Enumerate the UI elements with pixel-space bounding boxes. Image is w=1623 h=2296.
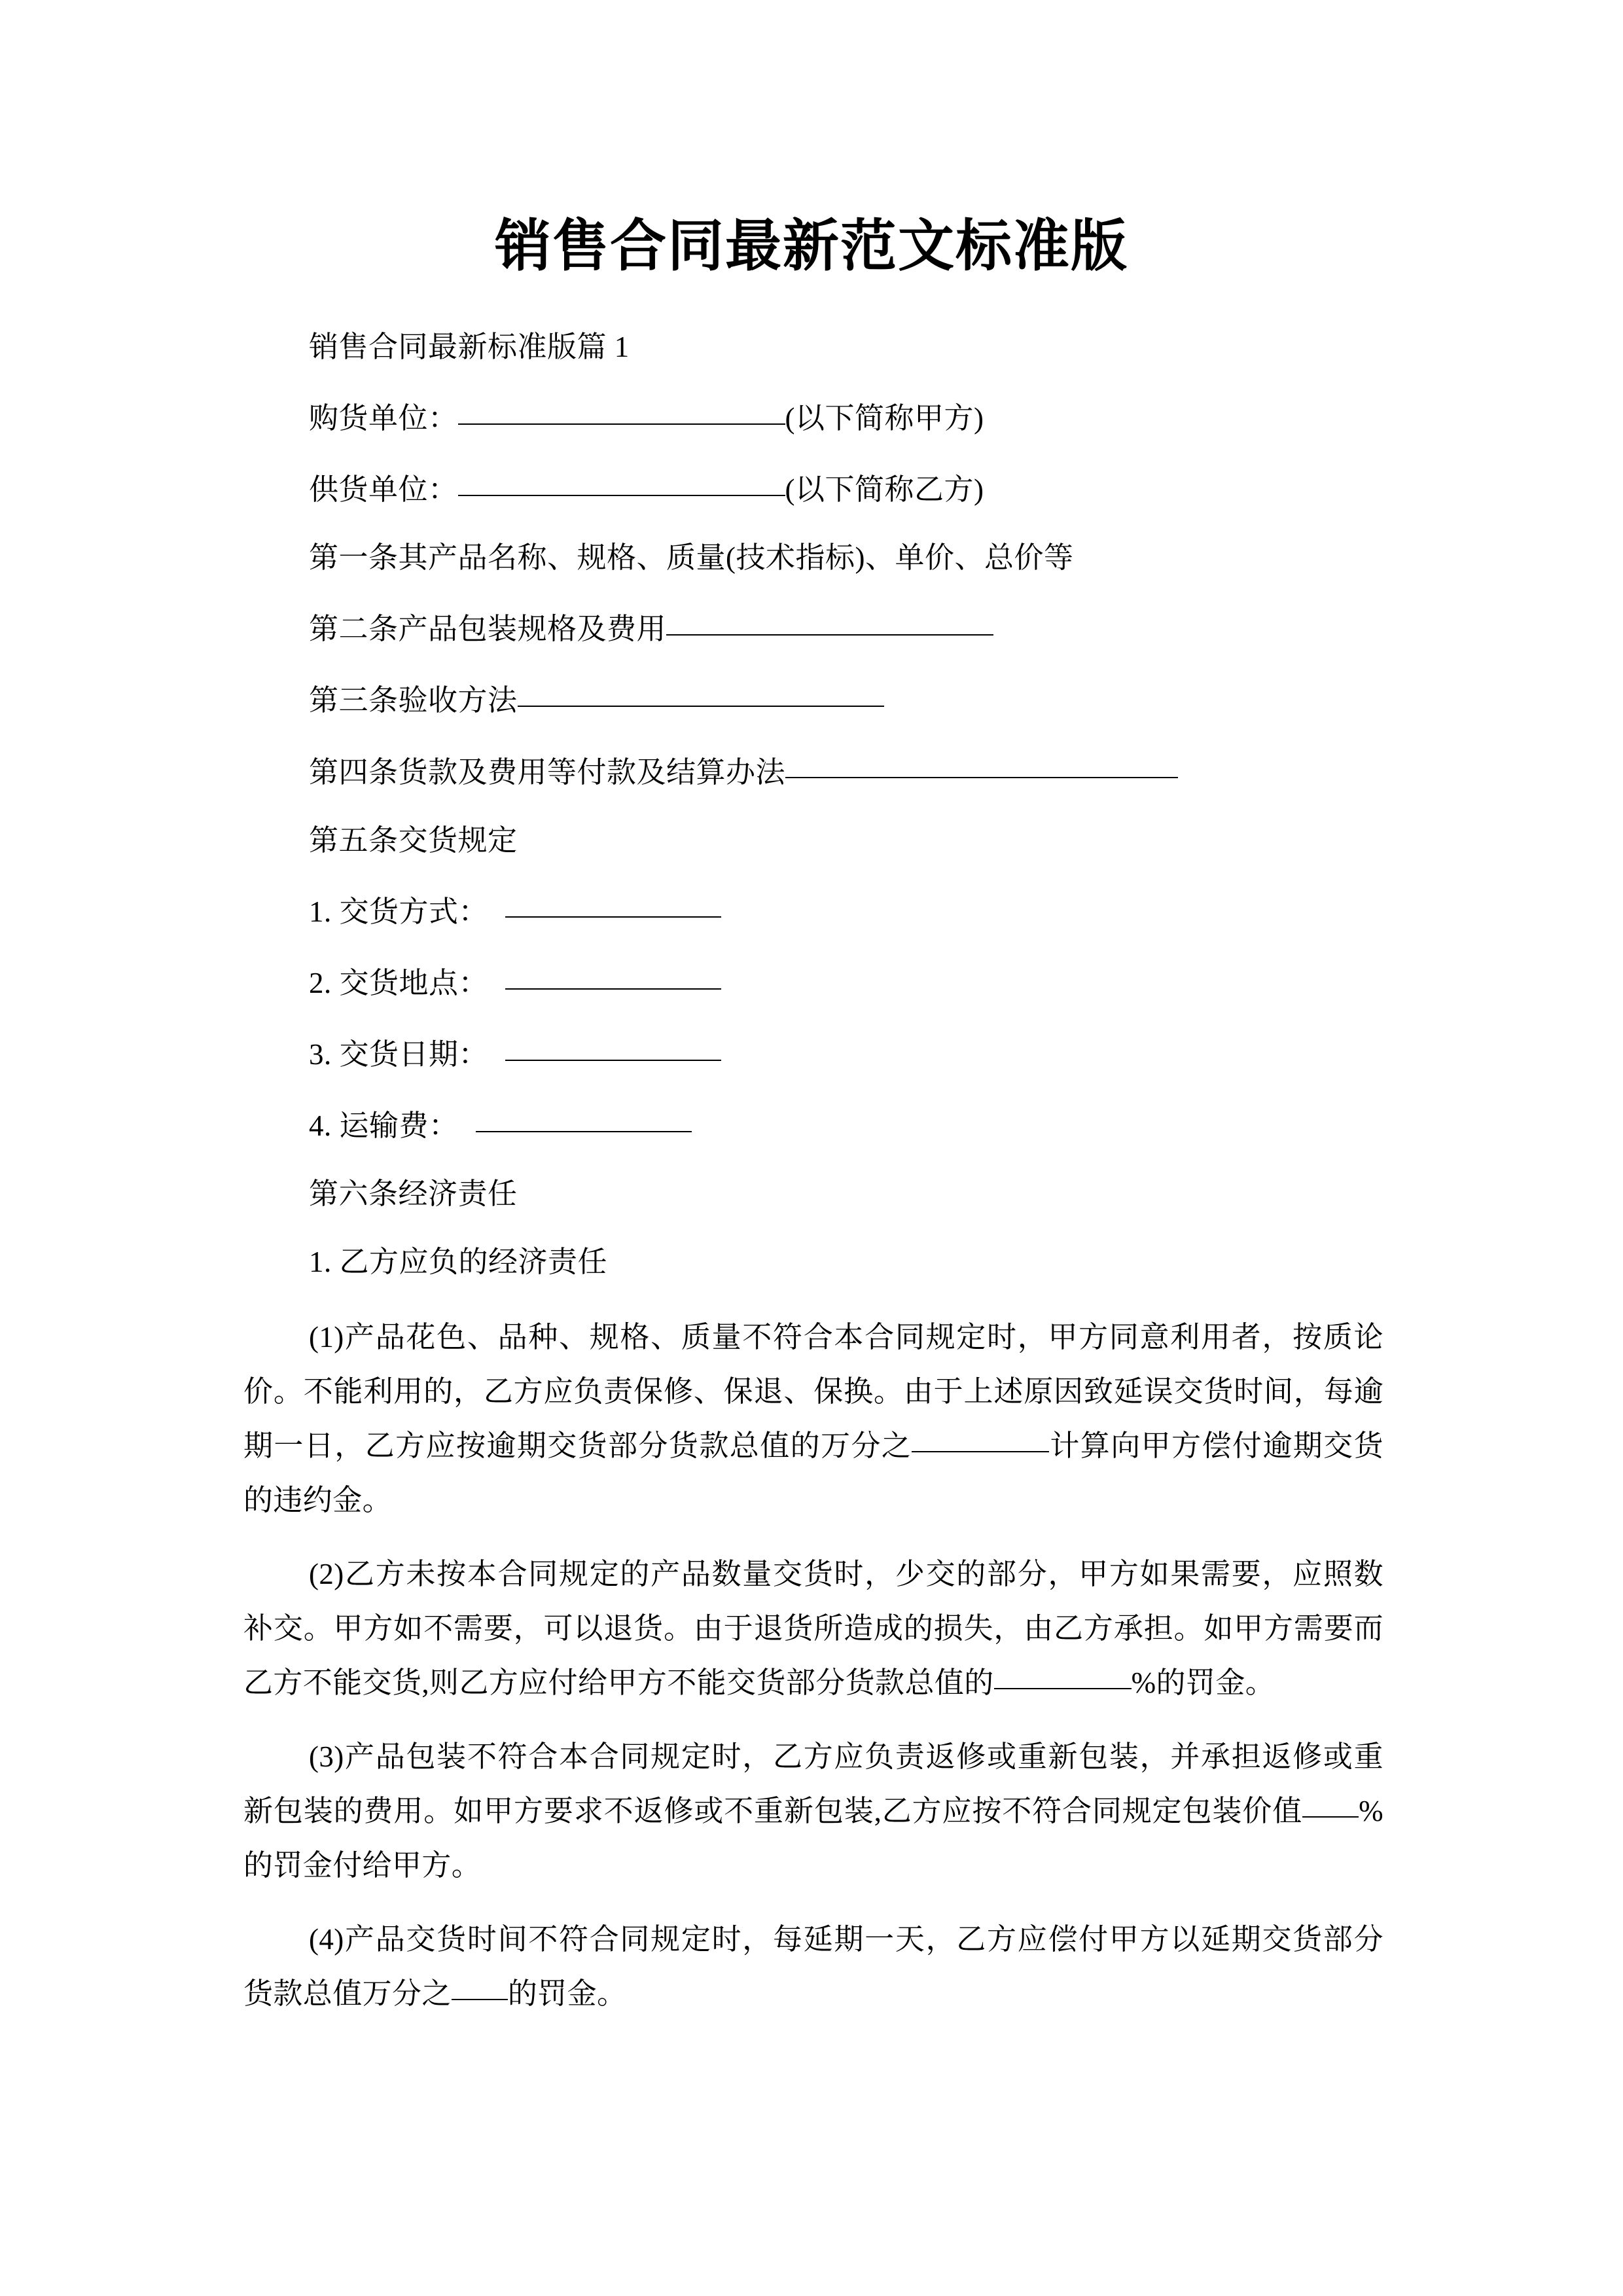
liability-item-4 xyxy=(243,1912,1383,2021)
buyer-unit-line xyxy=(243,395,1383,438)
delivery-place-line xyxy=(243,960,1383,1003)
liability-item-2-blank[interactable] xyxy=(994,1660,1132,1689)
liability-item-4-blank[interactable] xyxy=(452,1971,508,2000)
article-4-label: 第四条货款及费用等付款及结算办法 xyxy=(309,755,786,789)
liability-item-2 xyxy=(243,1547,1383,1710)
article-1-line: 第一条其产品名称、规格、质量(技术指标)、单价、总价等 xyxy=(309,541,1074,575)
supplier-unit-label: 供货单位： xyxy=(309,473,458,507)
article-5-line: 第五条交货规定 xyxy=(309,823,518,857)
buyer-unit-suffix: (以下简称甲方) xyxy=(785,402,984,435)
liability-item-4-text-a: (4)产品交货时间不符合同规定时，每延期一天，乙方应偿付甲方以延期交货部分货款总值万分之 xyxy=(243,1923,1383,2011)
supplier-unit-blank[interactable] xyxy=(458,467,785,496)
article-6-line: 第六条经济责任 xyxy=(309,1177,518,1211)
liability-item-3-percent: % xyxy=(1359,1795,1383,1828)
liability-item-3-text-a: (3)产品包装不符合本合同规定时，乙方应负责返修或重新包装，并承担返修或重新包装的费用。如甲方要求不返修或不重新包装,乙方应按不符合同规定包装价值 xyxy=(243,1740,1383,1828)
freight-fee-blank[interactable] xyxy=(476,1103,692,1132)
delivery-date-blank[interactable] xyxy=(505,1031,721,1061)
delivery-place-label: 2. 交货地点： xyxy=(309,966,489,999)
article-4-line xyxy=(243,749,1383,792)
article-3-line xyxy=(243,677,1383,720)
liability-item-1 xyxy=(243,1310,1383,1528)
article-4-blank[interactable] xyxy=(785,749,1178,779)
delivery-date-line xyxy=(243,1031,1383,1074)
freight-fee-line xyxy=(243,1103,1383,1145)
article-3-blank[interactable] xyxy=(518,677,884,707)
delivery-place-blank[interactable] xyxy=(505,960,721,990)
delivery-date-label: 3. 交货日期： xyxy=(309,1038,489,1071)
supplier-unit-line xyxy=(243,467,1383,509)
buyer-unit-blank[interactable] xyxy=(458,395,785,425)
document-body xyxy=(243,327,1383,2041)
liability-item-2-text-a: (2)乙方未按本合同规定的产品数量交货时，少交的部分，甲方如果需要，应照数补交。甲方如不需要，可以退货。由于退货所造成的损失，由乙方承担。如甲方需要而乙方不能交货,则乙方应付给甲方不能交货部分货款总值的 xyxy=(243,1558,1383,1700)
liability-item-2-text-c: 的罚金。 xyxy=(1156,1666,1275,1700)
liability-item-1-text-b: 计算向甲方偿付逾期交货的违约金。 xyxy=(243,1429,1383,1517)
liability-item-3-text-c: 的罚金付给甲方。 xyxy=(243,1849,482,1882)
liability-item-1-blank[interactable] xyxy=(912,1423,1049,1452)
delivery-method-line xyxy=(243,889,1383,931)
liability-heading: 1. 乙方应负的经济责任 xyxy=(309,1246,608,1279)
article-3-label: 第三条验收方法 xyxy=(309,684,518,717)
document-subtitle: 销售合同最新标准版篇 1 xyxy=(309,331,630,363)
freight-fee-label: 4. 运输费： xyxy=(309,1109,459,1143)
article-2-line xyxy=(243,606,1383,649)
article-2-blank[interactable] xyxy=(666,606,993,636)
liability-item-3 xyxy=(243,1730,1383,1893)
liability-item-1-text-a: (1)产品花色、品种、规格、质量不符合本合同规定时，甲方同意利用者，按质论价。不能利用的，乙方应负责保修、保退、保换。由于上述原因致延误交货时间，每逾期一日，乙方应按逾期交货部分货款总值的万分之 xyxy=(243,1321,1383,1463)
delivery-method-label: 1. 交货方式： xyxy=(309,895,489,928)
liability-item-2-percent: % xyxy=(1131,1666,1156,1700)
delivery-method-blank[interactable] xyxy=(505,889,721,918)
supplier-unit-suffix: (以下简称乙方) xyxy=(785,473,984,507)
page-title: 销售合同最新范文标准版 xyxy=(495,214,1128,278)
liability-item-3-blank[interactable] xyxy=(1302,1788,1359,1818)
buyer-unit-label: 购货单位： xyxy=(309,402,458,435)
article-2-label: 第二条产品包装规格及费用 xyxy=(309,613,667,646)
liability-item-4-text-b: 的罚金。 xyxy=(507,1977,627,2011)
